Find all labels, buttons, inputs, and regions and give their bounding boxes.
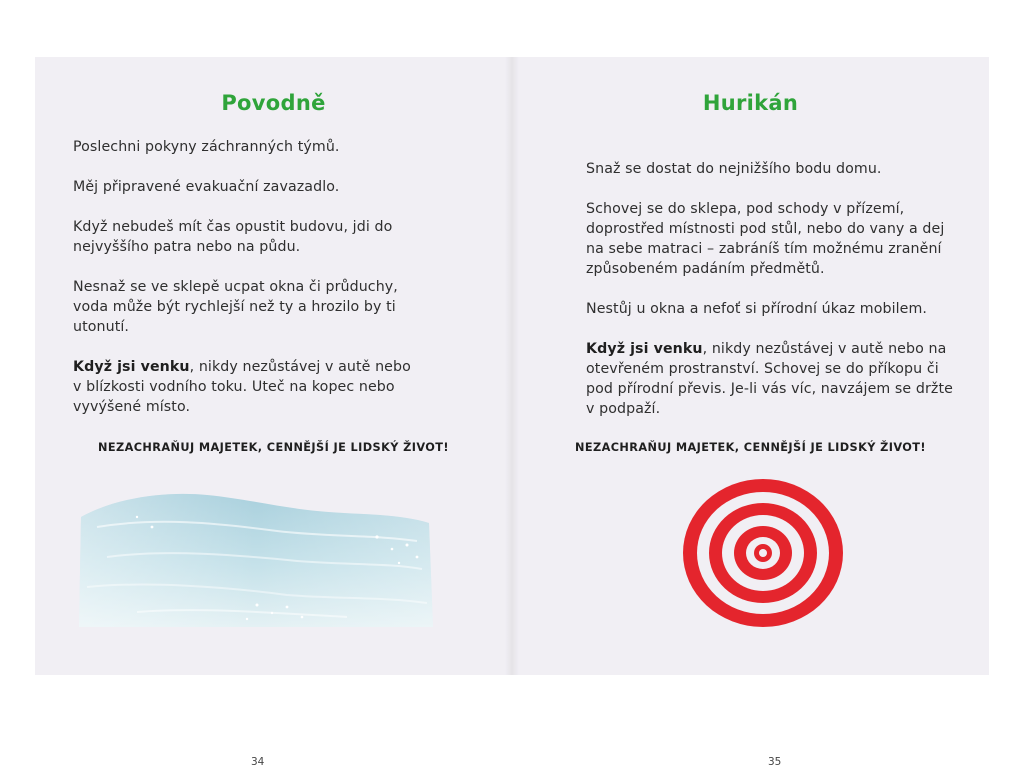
page-number-right: 35: [768, 756, 782, 768]
paragraph-3: Nestůj u okna a nefoť si přírodní úkaz mobilem.: [586, 301, 928, 317]
hurricane-target-illustration: [682, 478, 844, 628]
water-wave-illustration: [77, 487, 437, 637]
page-right: [512, 57, 989, 768]
motto: NEZACHRAŇUJ MAJETEK, CENNĚJŠÍ JE LIDSKÝ ŽIVOT!: [575, 441, 926, 454]
paragraph-3: Když nebudeš mít čas opustit budovu, jdi do nejvyššího patra nebo na půdu.: [73, 219, 393, 255]
outside-bold: Když jsi venku: [73, 359, 190, 375]
page-number-left: 34: [251, 756, 265, 768]
page-title-floods: Povodně: [221, 91, 326, 115]
paragraph-2: Schovej se do sklepa, pod schody v přízemí, doprostřed místnosti pod stůl, nebo do vany a dej na sebe matraci – zabráníš tím možnému zranění způsobeném padáním předmětů.: [586, 201, 945, 277]
paragraph-outside: [73, 357, 418, 417]
outside-text: , nikdy nezůstávej v autě nebo na otevřeném prostranství. Schovej se do příkopu či pod přírodní převis. Je-li vás víc, navzájem se držte v podpaží.: [586, 341, 953, 417]
paragraph-2: Měj připravené evakuační zavazadlo.: [73, 179, 340, 195]
paragraph-1: Poslechni pokyny záchranných týmů.: [73, 139, 340, 155]
page-title-hurricane: Hurikán: [702, 91, 799, 115]
motto: NEZACHRAŇUJ MAJETEK, CENNĚJŠÍ JE LIDSKÝ ŽIVOT!: [98, 441, 449, 454]
paragraph-outside: [586, 339, 956, 419]
outside-bold: Když jsi venku: [586, 341, 703, 357]
book-spread: [35, 57, 989, 768]
page-left: [35, 57, 512, 768]
paragraph-1: Snaž se dostat do nejnižšího bodu domu.: [586, 161, 882, 177]
paragraph-4: Nesnaž se ve sklepě ucpat okna či průduchy, voda může být rychlejší než ty a hrozilo by ti utonutí.: [73, 279, 398, 335]
outside-text: , nikdy nezůstávej v autě nebo v blízkosti vodního toku. Uteč na kopec nebo vyvýšené místo.: [73, 359, 411, 415]
